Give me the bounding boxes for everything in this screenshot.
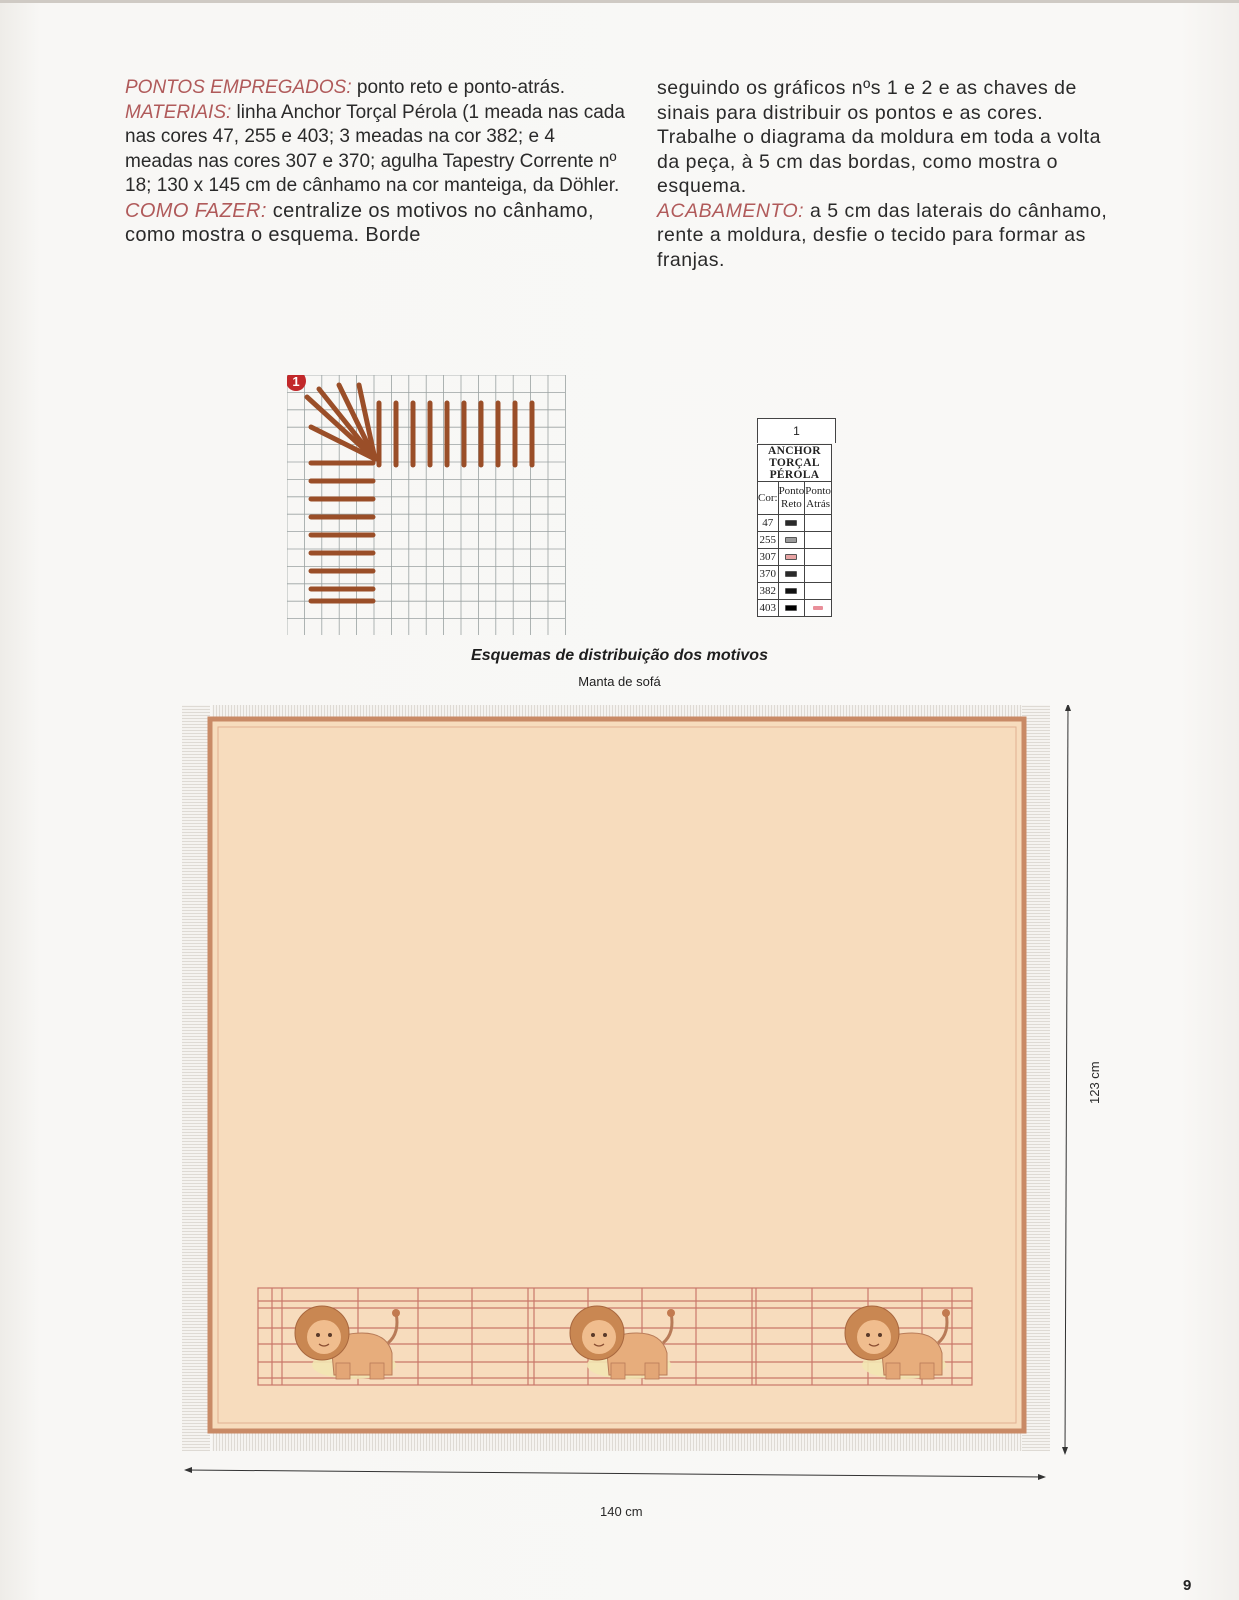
stitch-symbol bbox=[785, 588, 797, 594]
stitch-symbol bbox=[785, 537, 797, 543]
legend-col-reto bbox=[778, 482, 805, 515]
acabamento-paragraph bbox=[657, 199, 1127, 273]
materiais-text: linha Anchor Torçal Pérola (1 meada nas cada nas cores 47, 255 e 403; 3 meadas na cor 382; e 4 meadas nas cores 307 e 370; agulha Tapestry Corrente nº 18; 130 x 145 cm de cânhamo na cor manteiga, da Döhler. bbox=[125, 101, 625, 196]
legend-atras-cell bbox=[805, 549, 832, 566]
legend-reto-cell bbox=[778, 515, 805, 532]
legend-reto-cell bbox=[778, 566, 805, 583]
legend-cor-value: 382 bbox=[758, 583, 779, 600]
legend-cor-value: 255 bbox=[758, 532, 779, 549]
legend-row bbox=[758, 566, 832, 583]
legend-col-atras-line2: Atrás bbox=[806, 498, 830, 510]
legend-grid bbox=[757, 444, 832, 617]
legend-cor-value: 370 bbox=[758, 566, 779, 583]
stitch-symbol bbox=[785, 554, 797, 560]
legend-atras-cell bbox=[805, 566, 832, 583]
stitch-symbol bbox=[785, 520, 797, 526]
stitch-symbol bbox=[785, 605, 797, 611]
legend-atras-cell bbox=[805, 583, 832, 600]
legend-atras-cell bbox=[805, 515, 832, 532]
legend-reto-cell bbox=[778, 532, 805, 549]
legend-atras-cell bbox=[805, 532, 832, 549]
height-arrow-bottom bbox=[1062, 1447, 1068, 1455]
acabamento-text: a 5 cm das laterais do cânhamo, rente a moldura, desfie o tecido para formar as franjas. bbox=[657, 199, 1108, 271]
width-label: 140 cm bbox=[600, 1504, 643, 1519]
legend-col-cor: Cor: bbox=[758, 482, 779, 515]
continue-paragraph: seguindo os gráficos nºs 1 e 2 e as chaves de sinais para distribuir os pontos e as cores. Trabalhe o diagrama da moldura em toda a volta da peça, à 5 cm das bordas, como mostra o esquema. bbox=[657, 77, 1101, 197]
stitch-grid-svg bbox=[287, 375, 567, 635]
height-arrow-line bbox=[1065, 705, 1068, 1453]
legend-reto-cell bbox=[778, 600, 805, 617]
pontos-label: PONTOS EMPREGADOS: bbox=[125, 77, 352, 98]
legend-row bbox=[758, 583, 832, 600]
como-text: centralize os motivos no cânhamo, como mostra o esquema. Borde bbox=[125, 199, 594, 246]
materiais-label: MATERIAIS: bbox=[125, 101, 232, 123]
blanket-scheme bbox=[182, 705, 1102, 1510]
width-arrow-right bbox=[1038, 1474, 1046, 1480]
acabamento-label: ACABAMENTO: bbox=[657, 199, 805, 222]
instructions-right-column bbox=[657, 76, 1127, 272]
legend-row bbox=[758, 600, 832, 617]
left-fringe bbox=[182, 705, 210, 1451]
height-arrow-top bbox=[1065, 705, 1071, 711]
width-arrow-line bbox=[186, 1470, 1044, 1477]
como-paragraph bbox=[125, 199, 625, 248]
legend-chart-number: 1 bbox=[757, 418, 836, 443]
stitch-symbol bbox=[813, 606, 823, 610]
materiais-paragraph bbox=[125, 101, 625, 199]
legend-reto-cell bbox=[778, 583, 805, 600]
pontos-text: ponto reto e ponto-atrás. bbox=[351, 77, 566, 98]
scheme-title: Esquemas de distribuição dos motivos bbox=[471, 647, 768, 664]
legend-row bbox=[758, 515, 832, 532]
legend-title: ANCHOR TORÇAL PÉROLA bbox=[758, 445, 832, 482]
legend-reto-cell bbox=[778, 549, 805, 566]
stitch-symbol bbox=[785, 571, 797, 577]
height-label: 123 cm bbox=[1087, 1061, 1102, 1104]
page-top-edge bbox=[0, 0, 1239, 3]
legend-atras-cell bbox=[805, 600, 832, 617]
legend-cor-value: 403 bbox=[758, 600, 779, 617]
legend-rows bbox=[758, 515, 832, 617]
legend-col-reto-line2: Reto bbox=[781, 498, 802, 510]
legend-cor-value: 307 bbox=[758, 549, 779, 566]
legend-cor-value: 47 bbox=[758, 515, 779, 532]
legend-row bbox=[758, 549, 832, 566]
instructions-left-column bbox=[125, 76, 625, 248]
stitch-lines bbox=[307, 385, 532, 601]
page-number: 9 bbox=[1183, 1577, 1192, 1594]
legend-col-atras bbox=[805, 482, 832, 515]
legend-col-atras-line1: Ponto bbox=[805, 485, 831, 497]
legend-row bbox=[758, 532, 832, 549]
chart-badge-number: 1 bbox=[292, 375, 300, 389]
como-label: COMO FAZER: bbox=[125, 199, 267, 222]
blanket-svg bbox=[182, 705, 1102, 1505]
stitch-diagram bbox=[287, 375, 567, 640]
legend-col-reto-line1: Ponto bbox=[778, 485, 805, 497]
width-arrow-left bbox=[184, 1467, 192, 1473]
pontos-paragraph bbox=[125, 76, 625, 101]
scheme-subtitle: Manta de sofá bbox=[578, 674, 661, 689]
